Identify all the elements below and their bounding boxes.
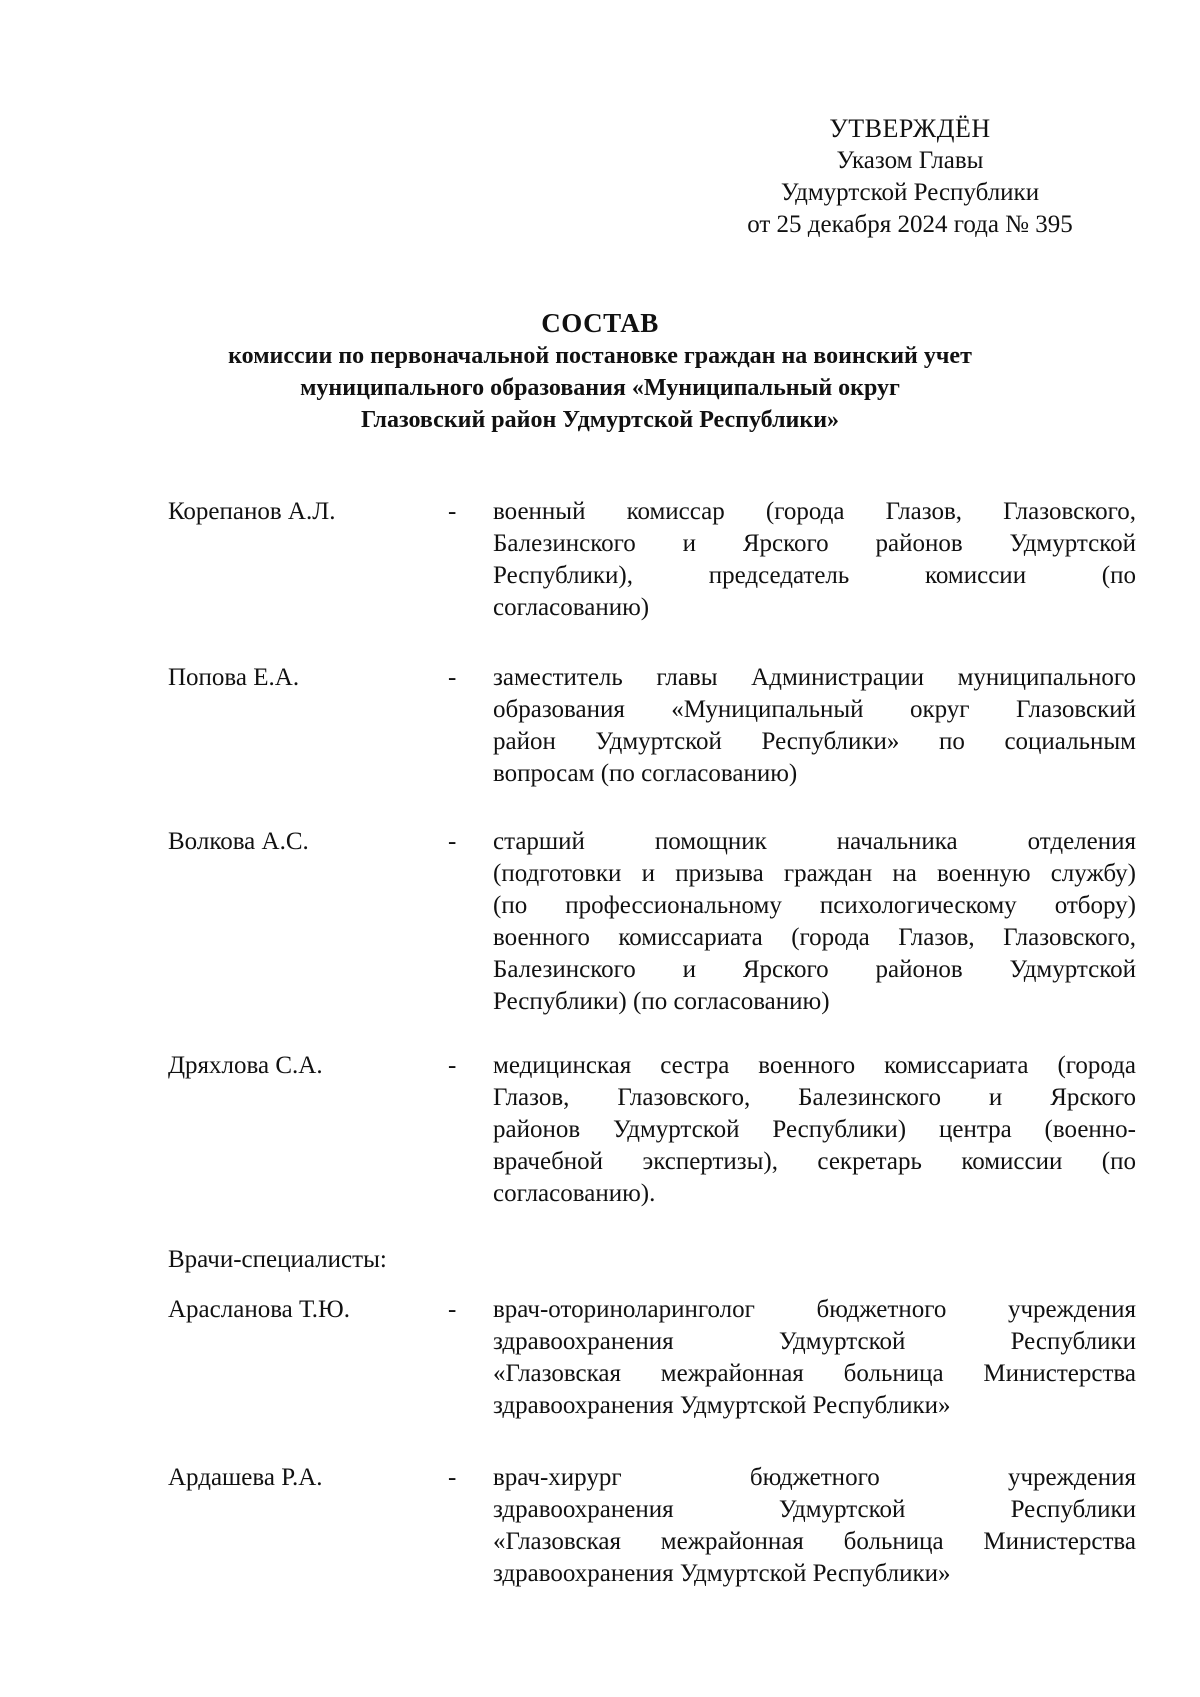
member-role-line: (по профессиональному психологическому отбору) — [493, 892, 1136, 919]
member-role-line: «Глазовская межрайонная больница Министерства — [493, 1360, 1136, 1387]
member-role-line: Республики) (по согласованию) — [493, 988, 830, 1015]
approval-stamp-block — [700, 113, 1120, 241]
approval-line-3: от 25 декабря 2024 года № 395 — [747, 211, 1073, 238]
member-role — [493, 662, 1136, 790]
member-role-line: здравоохранения Удмуртской Республики» — [493, 1392, 951, 1419]
member-role-line: Балезинского и Ярского районов Удмуртской — [493, 530, 1136, 557]
commission-member-list — [168, 496, 1138, 1590]
document-subtitle-line-3: Глазовский район Удмуртской Республики» — [360, 407, 840, 433]
member-role-line: вопросам (по согласованию) — [493, 760, 798, 787]
member-dash: - — [448, 498, 457, 525]
member-name: Волкова А.С. — [168, 828, 309, 855]
member-role — [493, 1050, 1136, 1210]
member-row — [168, 1462, 1138, 1590]
member-role-line: военного комиссариата (города Глазов, Глазовского, — [493, 924, 1136, 951]
member-row — [168, 1050, 1138, 1210]
approval-line-2: Удмуртской Республики — [780, 179, 1040, 206]
member-role-line: здравоохранения Удмуртской Республики — [493, 1328, 1136, 1355]
member-role-line: Глазов, Глазовского, Балезинского и Ярского — [493, 1084, 1136, 1111]
member-role — [493, 826, 1136, 1018]
member-role-line: (подготовки и призыва граждан на военную службу) — [493, 860, 1136, 887]
member-dash: - — [448, 1296, 457, 1323]
member-role-line: врач-хирург бюджетного учреждения — [493, 1464, 1136, 1491]
member-role-line: здравоохранения Удмуртской Республики — [493, 1496, 1136, 1523]
member-role-line: здравоохранения Удмуртской Республики» — [493, 1560, 951, 1587]
member-name: Дряхлова С.А. — [168, 1052, 323, 1079]
member-name: Корепанов А.Л. — [168, 498, 336, 525]
member-role-line: врач-оториноларинголог бюджетного учреждения — [493, 1296, 1136, 1323]
member-role-line: образования «Муниципальный округ Глазовский — [493, 696, 1136, 723]
member-row — [168, 1294, 1138, 1422]
member-role-line: районов Удмуртской Республики) центра (военно- — [493, 1116, 1136, 1143]
member-role-line: согласованию). — [493, 1180, 656, 1207]
member-role-line: «Глазовская межрайонная больница Министерства — [493, 1528, 1136, 1555]
member-name: Ардашева Р.А. — [168, 1464, 323, 1491]
member-role-line: медицинская сестра военного комиссариата (города — [493, 1052, 1136, 1079]
member-name: Попова Е.А. — [168, 664, 300, 691]
member-role-line: согласованию) — [493, 594, 650, 621]
document-title-block — [140, 306, 1060, 436]
member-row — [168, 662, 1138, 790]
member-role — [493, 496, 1136, 624]
approval-heading: УТВЕРЖДЁН — [829, 114, 991, 143]
document-title: СОСТАВ — [541, 308, 659, 338]
member-role-line: Республики), председатель комиссии (по — [493, 562, 1136, 589]
specialists-section-label: Врачи-специалисты: — [168, 1246, 387, 1273]
document-subtitle-line-2: муниципального образования «Муниципальный округ — [300, 375, 900, 401]
member-role — [493, 1462, 1136, 1590]
document-subtitle-line-1: комиссии по первоначальной постановке граждан на воинский учет — [228, 343, 972, 369]
member-role-line: врачебной экспертизы), секретарь комиссии (по — [493, 1148, 1136, 1175]
member-dash: - — [448, 1464, 457, 1491]
member-role — [493, 1294, 1136, 1422]
member-name: Арасланова Т.Ю. — [168, 1296, 350, 1323]
member-role-line: район Удмуртской Республики» по социальным — [493, 728, 1136, 755]
member-role-line: военный комиссар (города Глазов, Глазовского, — [493, 498, 1136, 525]
member-row — [168, 496, 1138, 624]
approval-line-1: Указом Главы — [836, 147, 984, 174]
member-row — [168, 826, 1138, 1018]
member-role-line: заместитель главы Администрации муниципального — [493, 664, 1136, 691]
member-role-line: старший помощник начальника отделения — [493, 828, 1136, 855]
member-dash: - — [448, 1052, 457, 1079]
member-dash: - — [448, 664, 457, 691]
member-role-line: Балезинского и Ярского районов Удмуртской — [493, 956, 1136, 983]
member-dash: - — [448, 828, 457, 855]
